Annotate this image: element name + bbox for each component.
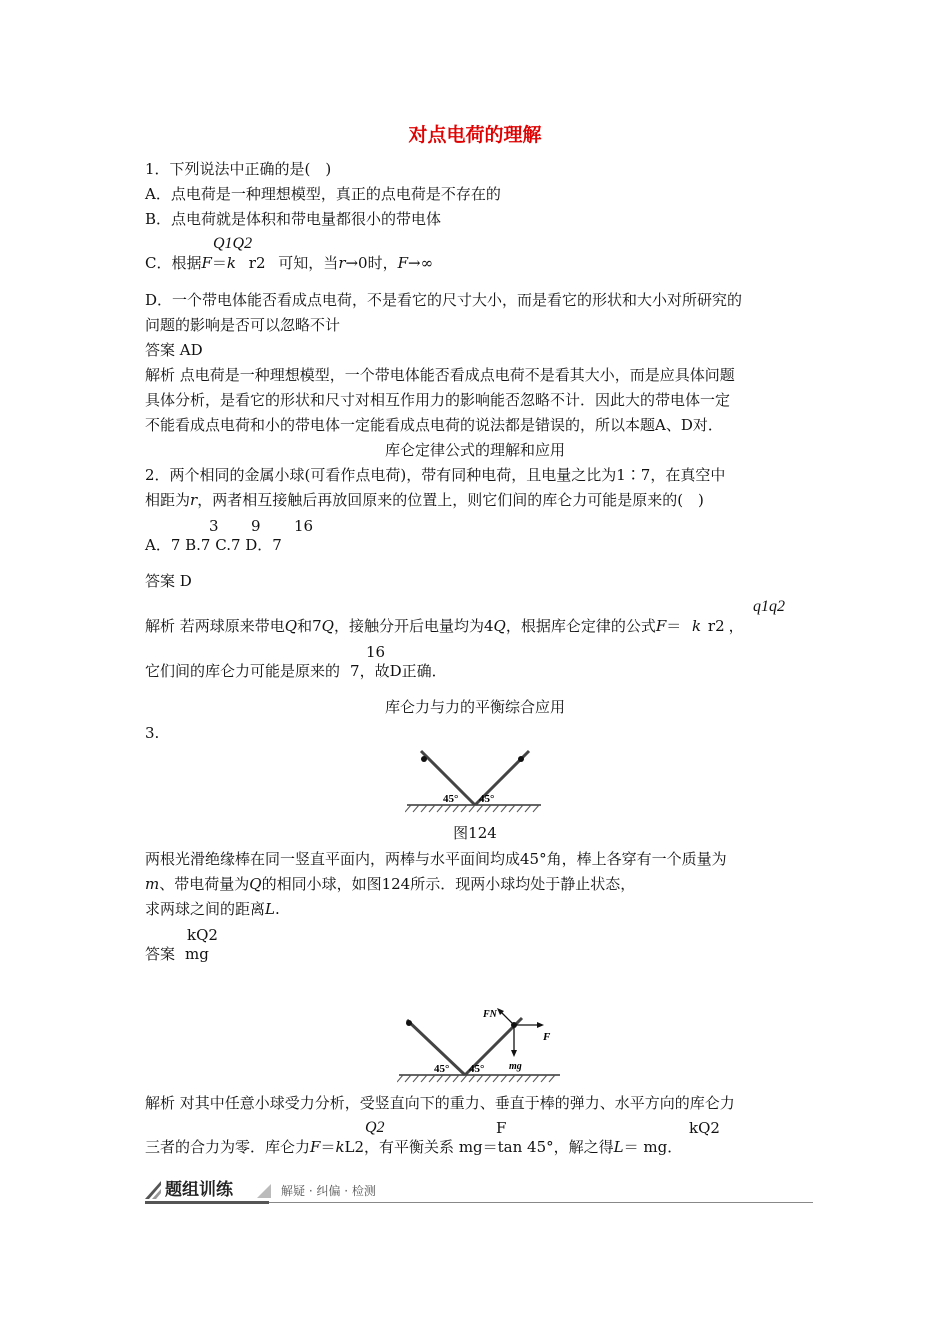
q1-c-end: →∞ — [408, 254, 434, 272]
fig1-angle-right: 45° — [479, 793, 495, 805]
q2-explanation-line2 — [145, 661, 447, 681]
fig2-mg-label: mg — [509, 1061, 522, 1072]
q2-exp2-b: 7 — [350, 662, 360, 680]
q1-explanation-line3: 不能看成点电荷和小的带电体一定能看成点电荷的说法都是错误的，所以本题A、D对． — [145, 416, 723, 434]
q3-exp2-L: L — [613, 1138, 624, 1156]
q2-stem-r: r — [190, 491, 198, 509]
q1-c-F: F — [201, 254, 212, 272]
q1-explanation-line2: 具体分析，是看它的形状和尺寸对相互作用力的影响能否忽略不计．因此大的带电体一定 — [145, 391, 731, 409]
banner-underline-dark — [145, 1201, 269, 1204]
q2-exp2-c: ，故D正确． — [359, 662, 447, 680]
q1-option-b: B．点电荷就是体积和带电量都很小的带电体 — [145, 210, 442, 228]
q1-c-denominator: r2 — [248, 254, 266, 272]
q3-answer-denominator: mg — [185, 945, 209, 963]
q2-exp-F: F — [655, 617, 667, 635]
q3-answer-label: 答案 — [145, 945, 176, 963]
q2-exp-b: 和7 — [297, 617, 322, 635]
q3-exp2-a: 三者的合力为零．库仑力 — [145, 1138, 311, 1156]
q3-exp2-c: L2，有平衡关系 mg＝tan 45°，解之得 — [344, 1138, 614, 1156]
q2-options: A．7 B.7 C.7 D．7 — [145, 536, 282, 554]
q2-answer: 答案 D — [145, 572, 192, 590]
fig2-F-label: F — [543, 1031, 551, 1043]
q1-c-numerator: Q1Q2 — [213, 235, 253, 252]
q3-text-line2 — [145, 874, 635, 894]
q3-text-3a: 求两球之间的距离 — [145, 900, 266, 918]
q3-exp2-k: k — [335, 1138, 345, 1156]
q1-explanation-line1: 解析 点电荷是一种理想模型，一个带电体能否看成点电荷不是看其大小，而是应具体问题 — [145, 366, 735, 384]
q1-option-c — [145, 253, 433, 273]
q1-option-d-line2: 问题的影响是否可以忽略不计 — [145, 316, 341, 334]
q3-exp-numerator-F: F — [496, 1119, 507, 1137]
page-title: 对点电荷的理解 — [408, 124, 542, 146]
q2-exp-Q2: Q — [321, 617, 334, 635]
q2-stem-prefix: 相距为 — [145, 491, 191, 509]
q1-c-prefix: C．根据 — [145, 254, 202, 272]
fig2-FN-label: FN — [483, 1009, 497, 1020]
q3-answer-numerator: kQ2 — [187, 926, 218, 944]
fig1-angle-left: 45° — [443, 793, 459, 805]
q1-c-mid: 可知，当 — [278, 254, 339, 272]
q2-exp-a: 解析 若两球原来带电 — [145, 617, 285, 635]
q3-explanation-line1: 解析 对其中任意小球受力分析，受竖直向下的重力、垂直于棒的弹力、水平方向的库仑力 — [145, 1094, 735, 1112]
q1-option-a: A．点电荷是一种理想模型，真正的点电荷是不存在的 — [145, 185, 501, 203]
q3-text-3c: . — [274, 900, 280, 918]
q2-exp-k: k — [692, 617, 702, 635]
section-heading-balance: 库仑力与力的平衡综合应用 — [384, 698, 565, 716]
q2-numerator-9: 9 — [251, 517, 261, 535]
q2-stem-suffix: ，两者相互接触后再放回原来的位置上，则它们间的库仑力可能是原来的( ) — [197, 491, 704, 509]
fig2-angle-left: 45° — [434, 1063, 450, 1075]
q2-exp-denominator: r2 — [707, 617, 725, 635]
q2-stem-line2 — [145, 490, 704, 510]
figure-caption: 图124 — [453, 824, 497, 842]
q2-numerator-16: 16 — [294, 517, 314, 535]
q3-exp2-F: F — [310, 1138, 321, 1156]
q1-c-F2: F — [397, 254, 409, 272]
q3-text-line3 — [145, 899, 280, 919]
q3-text-Q: Q — [249, 875, 262, 893]
q3-answer — [145, 944, 209, 964]
q1-option-d-line1: D．一个带电体能否看成点电荷，不是看它的尺寸大小，而是看它的形状和大小对所研究的 — [145, 291, 743, 309]
q2-exp-numerator-16: 16 — [366, 643, 386, 661]
section-heading-coulomb-law: 库仑定律公式的理解和应用 — [384, 441, 565, 459]
q3-exp2-d: ＝ mg． — [623, 1138, 683, 1156]
q2-exp-c: ，接触分开后电量均为4 — [333, 617, 494, 635]
banner-title: 题组训练 — [165, 1180, 233, 1200]
q3-label: 3. — [145, 724, 160, 742]
q3-text-line1: 两根光滑绝缘棒在同一竖直平面内，两棒与水平面间均成45°角，棒上各穿有一个质量为 — [145, 850, 727, 868]
q1-c-r: r — [338, 254, 346, 272]
q2-exp-numerator: q1q2 — [753, 598, 785, 615]
q1-answer: 答案 AD — [145, 341, 203, 359]
banner-underline-light — [269, 1202, 813, 1203]
banner-subtitle: 解疑 · 纠偏 · 检测 — [281, 1184, 376, 1198]
q3-exp2-b: ＝ — [320, 1138, 336, 1156]
section-banner — [145, 1178, 813, 1204]
q2-exp-Q: Q — [284, 617, 298, 635]
q2-numerator-3: 3 — [209, 517, 219, 535]
q3-text-d: 的相同小球，如图124所示．现两小球均处于静止状态， — [261, 875, 636, 893]
q2-exp-eq: ＝ — [666, 617, 682, 635]
q2-explanation-line1 — [145, 616, 744, 636]
banner-stripe-icon — [145, 1181, 161, 1199]
q2-exp2-a: 它们间的库仑力可能是原来的 — [145, 662, 341, 680]
q1-c-arrow: →0时， — [345, 254, 398, 272]
fig2-angle-right: 45° — [469, 1063, 485, 1075]
q3-explanation-line2 — [145, 1137, 682, 1157]
q3-exp-numerator-Q2: Q2 — [365, 1119, 385, 1136]
q1-stem: 1．下列说法中正确的是( ) — [145, 160, 332, 178]
figure-124 — [405, 745, 545, 815]
banner-divider-icon — [257, 1184, 271, 1198]
q3-exp-numerator-kQ2: kQ2 — [689, 1119, 720, 1137]
q2-stem-line1: 2．两个相同的金属小球(可看作点电荷)，带有同种电荷，且电量之比为1∶7，在真空中 — [145, 466, 726, 484]
q1-c-k: k — [226, 254, 237, 272]
figure-force-analysis — [397, 1005, 562, 1085]
q2-exp-Q3: Q — [493, 617, 506, 635]
q3-text-b: 、带电荷量为 — [159, 875, 250, 893]
q3-text-m: m — [145, 875, 160, 893]
q3-text-L: L — [265, 900, 275, 918]
q1-c-eq: ＝ — [211, 254, 227, 272]
q2-exp-comma: ， — [728, 617, 744, 635]
q2-exp-d: ，根据库仑定律的公式 — [505, 617, 656, 635]
